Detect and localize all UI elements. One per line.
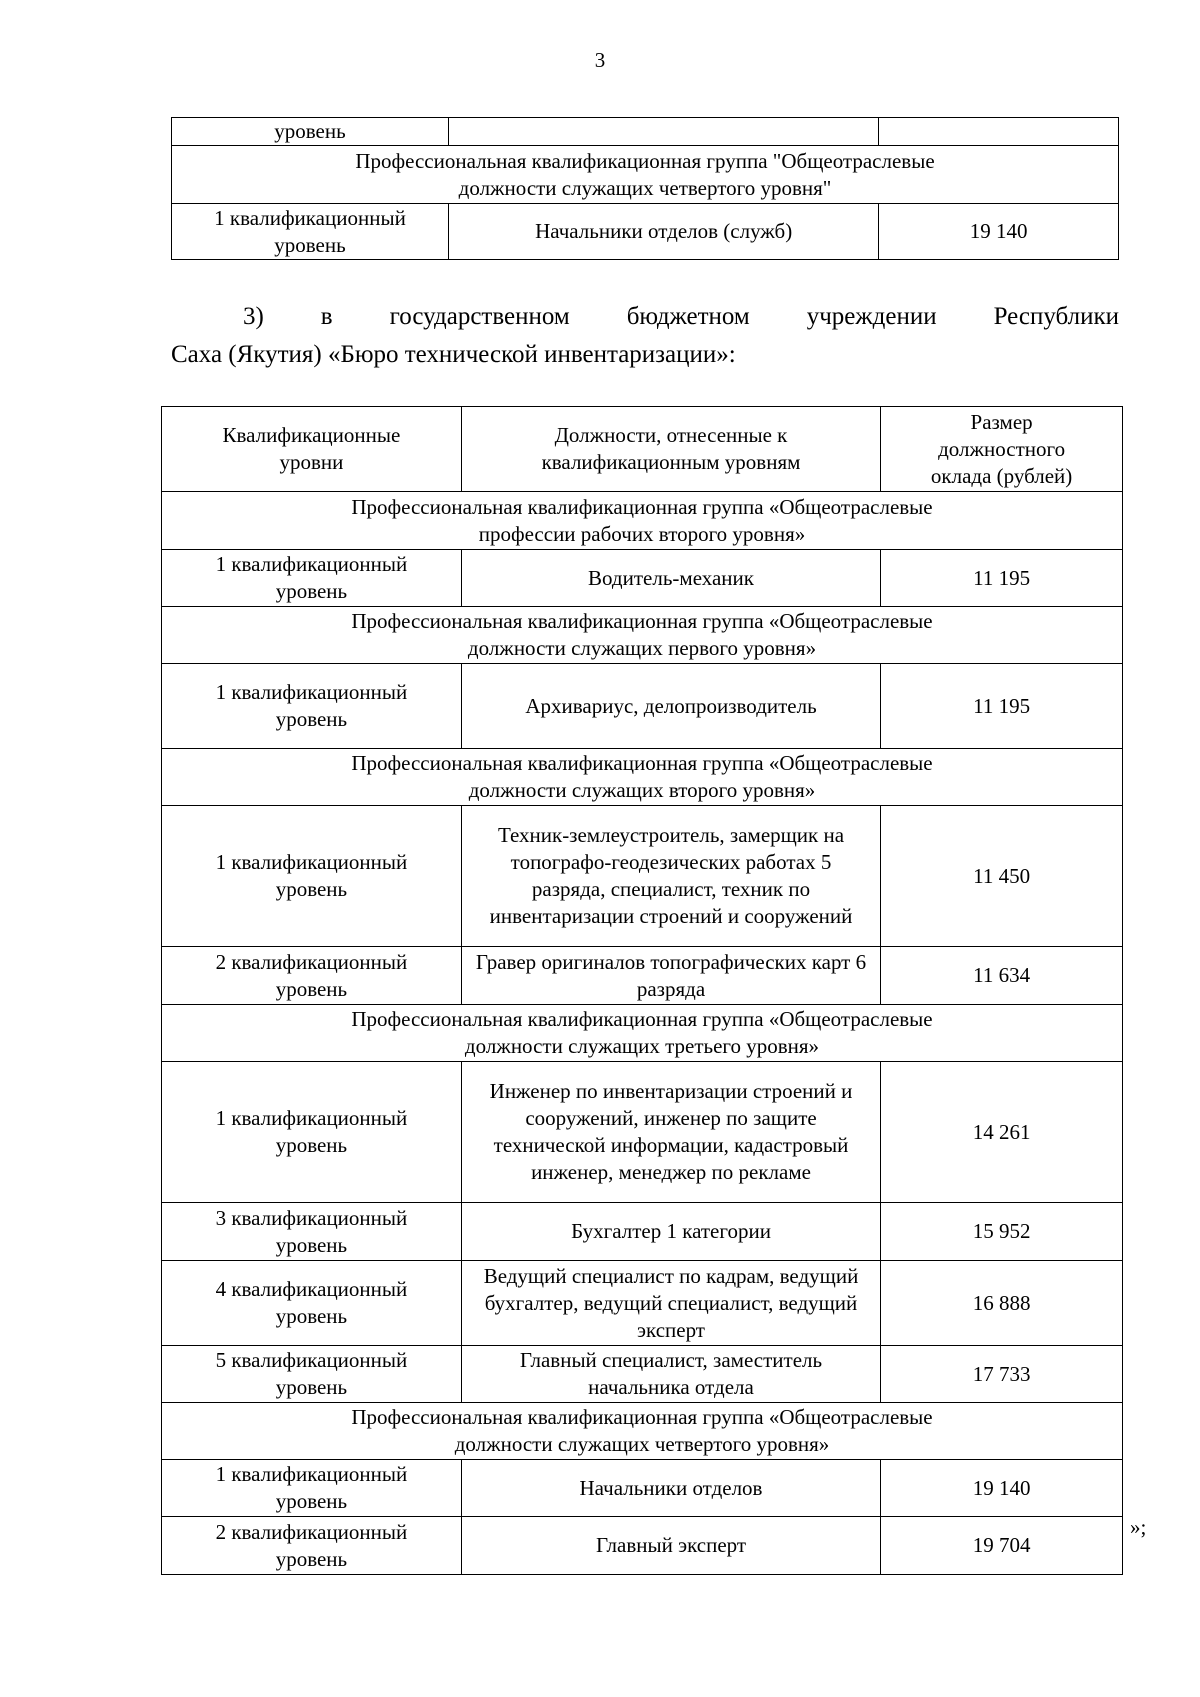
salary-cell: 11 195 [881, 550, 1123, 607]
level-cell: 1 квалификационный уровень [172, 204, 449, 260]
salary-cell: 11 634 [881, 947, 1123, 1005]
level-cell: 4 квалификационный уровень [162, 1261, 462, 1346]
salary-cell: 19 704 [881, 1517, 1123, 1575]
salary-cell: 19 140 [881, 1460, 1123, 1517]
paragraph-line-2: Саха (Якутия) «Бюро технической инвентаризации»: [171, 341, 736, 368]
level-cell: 1 квалификационный уровень [162, 550, 462, 607]
level-cell: 1 квалификационный уровень [162, 806, 462, 947]
table-row [162, 806, 1123, 947]
salary-cell: 19 140 [879, 204, 1119, 260]
salary-cell: 14 261 [881, 1062, 1123, 1203]
group-title: Профессиональная квалификационная группа «Общеотраслевые должности служащих четвертого уровня» [162, 1403, 1123, 1460]
position-cell: Бухгалтер 1 категории [461, 1203, 880, 1261]
level-cell: 1 квалификационный уровень [162, 664, 462, 749]
position-cell: Начальники отделов (служб) [448, 204, 878, 260]
table-row [162, 1517, 1123, 1575]
table-row [172, 204, 1119, 260]
salary-cell [879, 118, 1119, 146]
salary-cell: 11 450 [881, 806, 1123, 947]
group-title: Профессиональная квалификационная группа «Общеотраслевые должности служащих второго уровня» [162, 749, 1123, 806]
table-row [162, 1346, 1123, 1403]
group-row [162, 492, 1123, 550]
header-positions: Должности, отнесенные к квалификационным уровням [461, 407, 880, 492]
group-row [172, 146, 1119, 204]
level-cell: уровень [172, 118, 449, 146]
table-row [162, 664, 1123, 749]
table-row [162, 550, 1123, 607]
table-row [172, 118, 1119, 146]
position-cell: Гравер оригиналов топографических карт 6 разряда [461, 947, 880, 1005]
salary-table [161, 406, 1123, 1575]
table-row [162, 1062, 1123, 1203]
position-cell: Инженер по инвентаризации строений и сооружений, инженер по защите технической информации, кадастровый инженер, менеджер по рекламе [461, 1062, 880, 1203]
salary-cell: 16 888 [881, 1261, 1123, 1346]
position-cell: Главный эксперт [461, 1517, 880, 1575]
group-row [162, 1005, 1123, 1062]
header-levels: Квалификационные уровни [162, 407, 462, 492]
position-cell: Архивариус, делопроизводитель [461, 664, 880, 749]
level-cell: 2 квалификационный уровень [162, 1517, 462, 1575]
group-row [162, 1403, 1123, 1460]
position-cell: Главный специалист, заместитель начальника отдела [461, 1346, 880, 1403]
table-row [162, 947, 1123, 1005]
level-cell: 1 квалификационный уровень [162, 1062, 462, 1203]
page-number: 3 [594, 48, 606, 72]
header-salary: Размер должностного оклада (рублей) [881, 407, 1123, 492]
table-top [171, 117, 1119, 260]
table-row [162, 1261, 1123, 1346]
salary-cell: 15 952 [881, 1203, 1123, 1261]
level-cell: 5 квалификационный уровень [162, 1346, 462, 1403]
position-cell: Ведущий специалист по кадрам, ведущий бухгалтер, ведущий специалист, ведущий эксперт [461, 1261, 880, 1346]
group-title: Профессиональная квалификационная группа "Общеотраслевые должности служащих четвертого уровня" [172, 146, 1119, 204]
paragraph-line-1: 3) в государственном бюджетном учреждении Республики [243, 303, 1119, 330]
salary-cell: 11 195 [881, 664, 1123, 749]
position-cell [448, 118, 878, 146]
level-cell: 3 квалификационный уровень [162, 1203, 462, 1261]
table-header-row [162, 407, 1123, 492]
closing-quote: »; [1130, 1515, 1147, 1539]
group-title: Профессиональная квалификационная группа «Общеотраслевые должности служащих первого уровня» [162, 607, 1123, 664]
level-cell: 2 квалификационный уровень [162, 947, 462, 1005]
group-row [162, 749, 1123, 806]
salary-cell: 17 733 [881, 1346, 1123, 1403]
position-cell: Начальники отделов [461, 1460, 880, 1517]
table-row [162, 1203, 1123, 1261]
level-cell: 1 квалификационный уровень [162, 1460, 462, 1517]
position-cell: Техник-землеустроитель, замерщик на топографо-геодезических работах 5 разряда, специалист, техник по инвентаризации строений и сооружений [461, 806, 880, 947]
group-title: Профессиональная квалификационная группа «Общеотраслевые профессии рабочих второго уровня» [162, 492, 1123, 550]
group-row [162, 607, 1123, 664]
table-row [162, 1460, 1123, 1517]
group-title: Профессиональная квалификационная группа «Общеотраслевые должности служащих третьего уровня» [162, 1005, 1123, 1062]
position-cell: Водитель-механик [461, 550, 880, 607]
